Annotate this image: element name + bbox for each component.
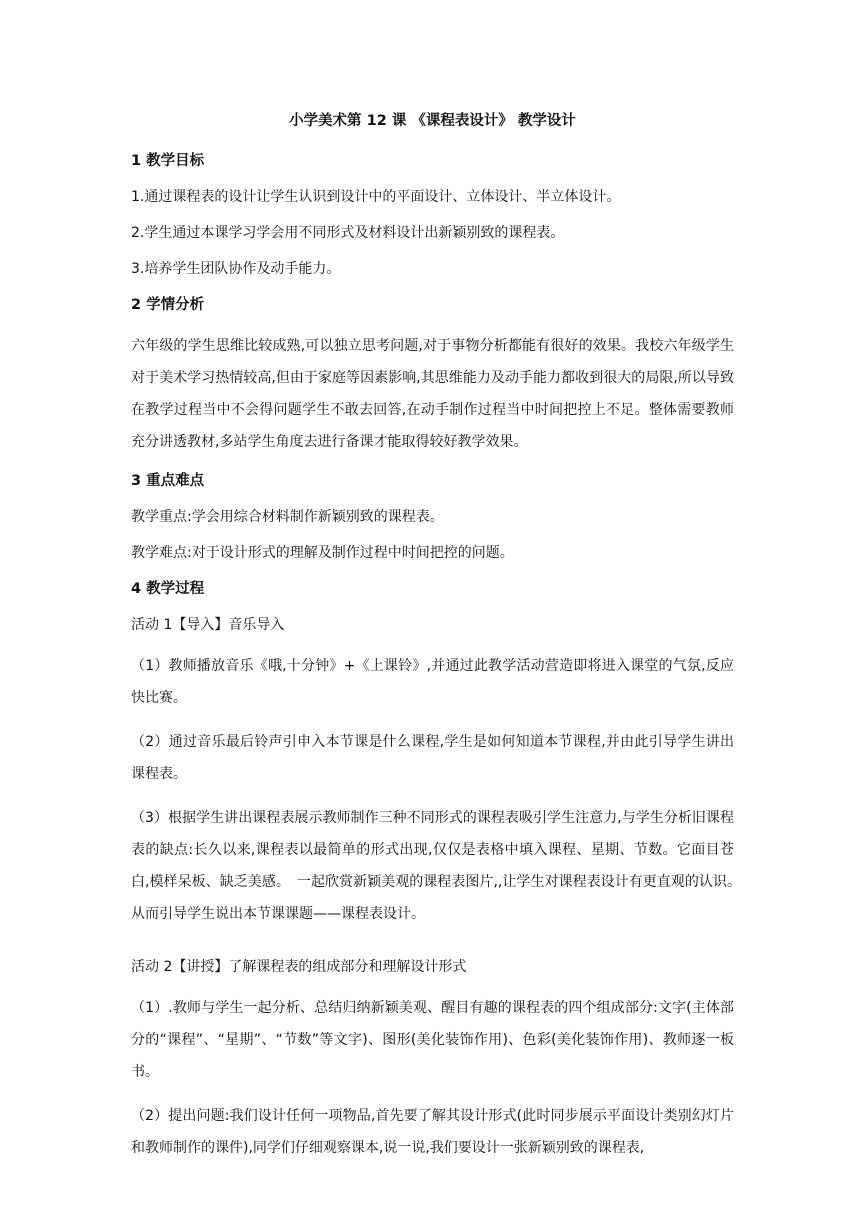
document-title: 小学美术第 12 课 《课程表设计》 教学设计: [289, 113, 576, 129]
objective-item: 1.通过课程表的设计让学生认识到设计中的平面设计、立体设计、半立体设计。: [131, 189, 621, 205]
section-heading-objectives: 1 教学目标: [131, 153, 205, 169]
section-heading-analysis: 2 学情分析: [131, 297, 205, 313]
activity-1-paragraph: （1）教师播放音乐《哦,十分钟》+《上课铃》,并通过此教学活动营造即将进入课堂的气氛,反应快比赛。: [131, 658, 734, 706]
difficulty-point: 教学难点:对于设计形式的理解及制作过程中时间把控的问题。: [131, 545, 514, 561]
section-heading-key-points: 3 重点难点: [131, 473, 205, 489]
activity-2-paragraph: （2）提出问题:我们设计任何一项物品,首先要了解其设计形式(此时同步展示平面设计类别幻灯片和教师制作的课件),同学们仔细观察课本,说一说,我们要设计一张新颖别致的课程表,: [131, 1108, 734, 1156]
activity-2-paragraph: （1）.教师与学生一起分析、总结归纳新颖美观、醒目有趣的课程表的四个组成部分:文字(主体部分的“课程”、“星期”、“节数”等文字)、图形(美化装饰作用)、色彩(美化装饰作用)、教师逐一板书。: [131, 1000, 734, 1080]
activity-2-title: 活动 2【讲授】了解课程表的组成部分和理解设计形式: [131, 959, 467, 975]
analysis-paragraph: 六年级的学生思维比较成熟,可以独立思考问题,对于事物分析都能有很好的效果。我校六年级学生对于美术学习热情较高,但由于家庭等因素影响,其思维能力及动手能力都收到很大的局限,所以导致在教学过程当中不会得问题学生不敢去回答,在动手制作过程当中时间把控上不足。整体需要教师充分讲透教材,多站学生角度去进行备课才能取得较好教学效果。: [131, 338, 734, 450]
objective-item: 3.培养学生团队协作及动手能力。: [131, 261, 341, 277]
activity-1-paragraph: （2）通过音乐最后铃声引申入本节课是什么课程,学生是如何知道本节课程,并由此引导学生讲出课程表。: [131, 734, 734, 782]
section-heading-process: 4 教学过程: [131, 581, 205, 597]
activity-1-title: 活动 1【导入】音乐导入: [131, 617, 285, 633]
objective-item: 2.学生通过本课学习学会用不同形式及材料设计出新颖别致的课程表。: [131, 225, 565, 241]
activity-1-paragraph: （3）根据学生讲出课程表展示教师制作三种不同形式的课程表吸引学生注意力,与学生分析旧课程表的缺点:长久以来,课程表以最简单的形式出现,仅仅是表格中填入课程、星期、节数。它面目苍白,模样呆板、缺乏美感。 一起欣赏新颖美观的课程表图片,,让学生对课程表设计有更直观的认识。 从而引导学生说出本节课课题——课程表设计。: [131, 810, 748, 922]
key-point: 教学重点:学会用综合材料制作新颖别致的课程表。: [131, 509, 444, 525]
